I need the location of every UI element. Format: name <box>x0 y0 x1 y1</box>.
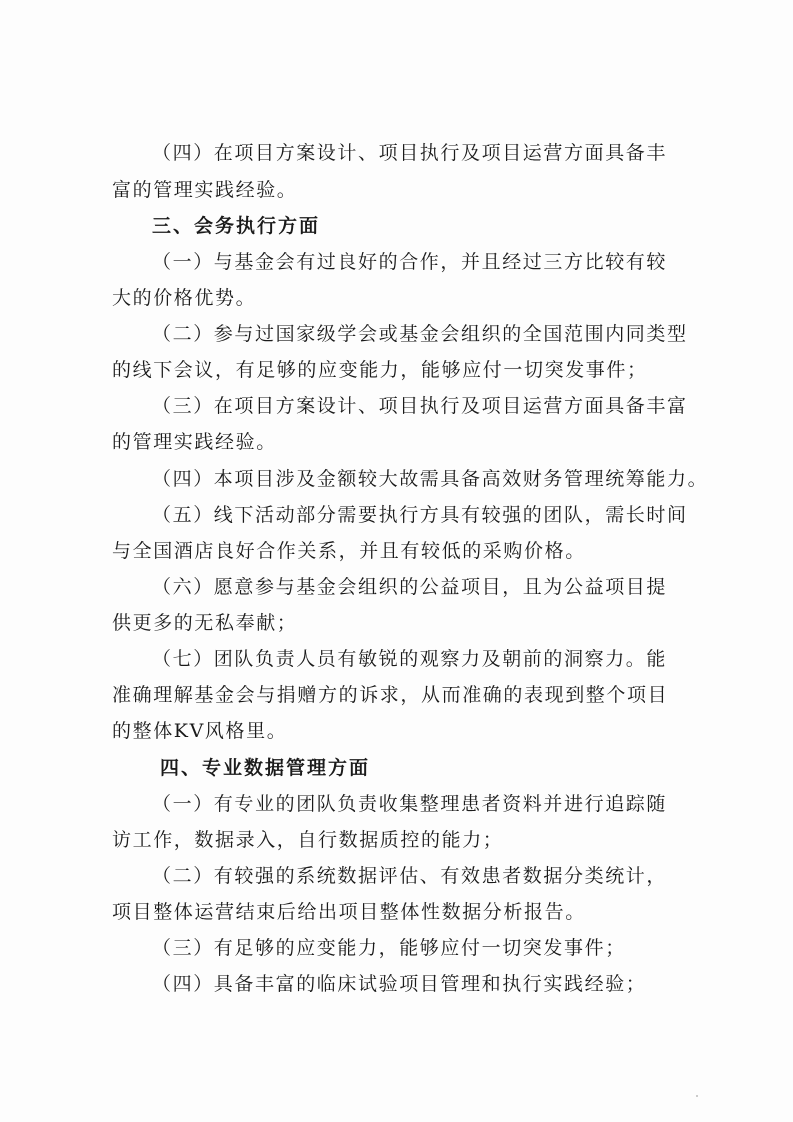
paragraph-line: （三）有足够的应变能力，能够应付一切突发事件； <box>152 937 626 959</box>
paragraph-line: （一）有专业的团队负责收集整理患者资料并进行追踪随 <box>152 793 668 815</box>
section-heading: 四、专业数据管理方面 <box>160 757 371 779</box>
paragraph-line: 的线下会议，有足够的应变能力，能够应付一切突发事件； <box>112 359 648 381</box>
paragraph-line: 项目整体运营结束后给出项目整体性数据分析报告。 <box>112 901 586 923</box>
paragraph-line: 与全国酒店良好合作关系，并且有较低的采购价格。 <box>112 540 586 562</box>
paragraph-line: 的管理实践经验。 <box>112 431 277 453</box>
paragraph-line: 的整体KV风格里。 <box>112 720 288 742</box>
paragraph-line: （二）有较强的系统数据评估、有效患者数据分类统计， <box>152 865 668 887</box>
paragraph-line: （五）线下活动部分需要执行方具有较强的团队，需长时间 <box>152 504 688 526</box>
paragraph-line: （四）在项目方案设计、项目执行及项目运营方面具备丰 <box>152 142 668 164</box>
paragraph-line: （一）与基金会有过良好的合作，并且经过三方比较有较 <box>152 251 668 273</box>
paragraph-line: （七）团队负责人员有敏锐的观察力及朝前的洞察力。能 <box>152 648 668 670</box>
paragraph-line: （四）本项目涉及金额较大故需具备高效财务管理统筹能力。 <box>152 468 709 490</box>
paragraph-line: 访工作，数据录入，自行数据质控的能力； <box>112 829 504 851</box>
paragraph-line: 准确理解基金会与捐赠方的诉求，从而准确的表现到整个项目 <box>112 684 669 706</box>
section-heading: 三、会务执行方面 <box>152 215 321 237</box>
paragraph-line: （四）具备丰富的临床试验项目管理和执行实践经验； <box>152 973 647 995</box>
paragraph-line: 富的管理实践经验。 <box>112 179 298 201</box>
paragraph-line: （三）在项目方案设计、项目执行及项目运营方面具备丰富 <box>152 395 688 417</box>
paragraph-line: 供更多的无私奉献； <box>112 612 298 634</box>
paragraph-line: （六）愿意参与基金会组织的公益项目，且为公益项目提 <box>152 576 668 598</box>
paragraph-line: （二）参与过国家级学会或基金会组织的全国范围内同类型 <box>152 323 688 345</box>
paragraph-line: 大的价格优势。 <box>112 287 257 309</box>
scan-speck <box>696 1095 698 1097</box>
